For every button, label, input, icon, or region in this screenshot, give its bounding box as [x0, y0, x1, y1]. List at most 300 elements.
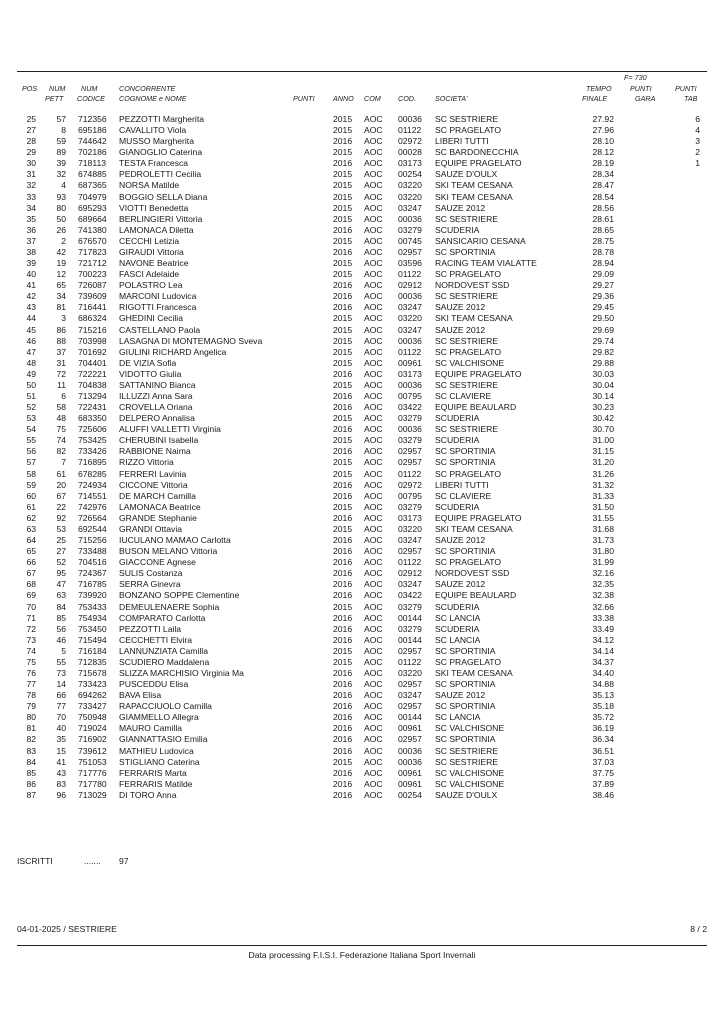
row-birth-year: 2016: [333, 402, 353, 413]
row-position: 87: [26, 789, 36, 800]
row-final-time: 29.69: [592, 324, 614, 335]
row-club-code: 00036: [398, 291, 422, 302]
row-committee: AOC: [364, 213, 383, 224]
row-committee: AOC: [364, 601, 383, 612]
table-row: [0, 192, 724, 203]
row-athlete-code: 721712: [78, 258, 107, 269]
row-final-time: 37.03: [592, 756, 614, 767]
col-punti-gara-label-top: PUNTI: [630, 84, 652, 93]
row-bib-number: 20: [56, 479, 66, 490]
table-row: [0, 247, 724, 258]
row-club-name: SKI TEAM CESANA: [435, 523, 513, 534]
row-club-name: SC PRAGELATO: [435, 557, 502, 568]
row-athlete-name: RIZZO Vittoria: [119, 457, 174, 468]
row-final-time: 35.72: [592, 712, 614, 723]
row-bib-number: 77: [56, 701, 66, 712]
row-club-code: 01122: [398, 346, 422, 357]
row-position: 33: [26, 191, 36, 202]
row-committee: AOC: [364, 435, 383, 446]
row-bib-number: 82: [56, 446, 66, 457]
row-athlete-code: 754934: [78, 612, 107, 623]
row-athlete-code: 733423: [78, 679, 107, 690]
row-athlete-code: 716184: [78, 645, 107, 656]
row-club-name: SCUDERIA: [435, 601, 480, 612]
row-athlete-code: 692544: [78, 523, 107, 534]
row-bib-number: 84: [56, 601, 66, 612]
row-club-name: SAUZE 2012: [435, 690, 486, 701]
row-position: 64: [26, 535, 36, 546]
row-athlete-code: 724367: [78, 568, 107, 579]
col-com-label: COM: [364, 94, 381, 103]
row-position: 74: [26, 645, 36, 656]
row-athlete-code: 716902: [78, 734, 107, 745]
row-club-code: 00036: [398, 213, 422, 224]
row-club-code: 02957: [398, 734, 422, 745]
row-position: 31: [26, 169, 36, 180]
row-athlete-name: FERRARIS Matilde: [119, 778, 193, 789]
row-birth-year: 2016: [333, 612, 353, 623]
row-club-name: SC CLAVIERE: [435, 391, 492, 401]
f-value: F= 730: [624, 73, 647, 82]
row-club-code: 03279: [398, 501, 422, 512]
table-row: [0, 546, 724, 557]
row-position: 32: [26, 180, 36, 191]
row-club-name: SCUDERIA: [435, 435, 480, 446]
table-row: [0, 712, 724, 723]
row-bib-number: 14: [56, 679, 66, 690]
row-bib-number: 88: [56, 335, 66, 346]
row-birth-year: 2016: [333, 590, 353, 601]
row-athlete-name: LAMONACA Beatrice: [119, 501, 201, 512]
row-final-time: 29.50: [592, 313, 614, 324]
row-birth-year: 2016: [333, 723, 353, 734]
row-position: 47: [26, 346, 36, 357]
row-committee: AOC: [364, 125, 383, 136]
row-athlete-name: IUCULANO MAMAO Carlotta: [119, 535, 231, 546]
row-club-code: 02972: [398, 136, 422, 147]
table-row: [0, 668, 724, 679]
row-birth-year: 2015: [333, 457, 353, 468]
row-club-code: 00036: [398, 114, 422, 124]
footer-page-number: 8 / 2: [690, 924, 707, 934]
row-committee: AOC: [364, 446, 383, 457]
table-row: [0, 491, 724, 502]
row-bib-number: 5: [61, 645, 66, 656]
table-row: [0, 180, 724, 191]
col-punti-label: PUNTI: [293, 94, 315, 103]
row-bib-number: 96: [56, 789, 66, 800]
row-bib-number: 47: [56, 579, 66, 590]
iscritti-dots: .......: [84, 856, 101, 866]
row-position: 80: [26, 712, 36, 723]
row-committee: AOC: [364, 723, 383, 734]
row-athlete-name: SATTANINO Bianca: [119, 379, 196, 390]
row-athlete-code: 715678: [78, 668, 107, 678]
row-bib-number: 12: [56, 269, 66, 280]
row-athlete-code: 704401: [78, 357, 107, 368]
table-row: [0, 679, 724, 690]
row-birth-year: 2015: [333, 269, 353, 280]
row-committee: AOC: [364, 313, 383, 324]
row-position: 25: [26, 114, 36, 124]
row-bib-number: 6: [61, 391, 66, 401]
row-athlete-code: 742976: [78, 501, 107, 512]
table-row: [0, 746, 724, 757]
row-club-code: 03173: [398, 512, 422, 523]
row-club-code: 03247: [398, 535, 422, 546]
row-final-time: 28.12: [592, 147, 614, 158]
row-club-code: 03247: [398, 302, 422, 313]
iscritti-label: ISCRITTI: [17, 856, 53, 866]
table-row: [0, 114, 724, 125]
row-athlete-code: 704979: [78, 191, 107, 202]
row-committee: AOC: [364, 656, 383, 667]
row-committee: AOC: [364, 114, 383, 124]
row-final-time: 29.82: [592, 346, 614, 357]
row-committee: AOC: [364, 246, 383, 257]
row-final-time: 28.94: [592, 258, 614, 269]
row-athlete-name: CROVELLA Oriana: [119, 402, 193, 413]
row-club-name: SC CLAVIERE: [435, 490, 492, 501]
row-position: 40: [26, 269, 36, 280]
row-position: 77: [26, 679, 36, 690]
col-name-label: COGNOME e NOME: [119, 94, 187, 103]
row-bib-number: 40: [56, 723, 66, 734]
row-club-name: SCUDERIA: [435, 623, 480, 634]
row-final-time: 35.13: [592, 690, 614, 701]
row-club-name: SKI TEAM CESANA: [435, 313, 513, 324]
row-birth-year: 2016: [333, 568, 353, 579]
row-bib-number: 2: [61, 235, 66, 246]
row-committee: AOC: [364, 701, 383, 712]
row-final-time: 29.74: [592, 335, 614, 346]
row-final-time: 28.78: [592, 246, 614, 257]
row-club-code: 03220: [398, 191, 422, 202]
row-athlete-code: 674885: [78, 169, 107, 180]
row-athlete-code: 726087: [78, 280, 107, 291]
row-position: 73: [26, 634, 36, 645]
table-row: [0, 602, 724, 613]
row-athlete-code: 724934: [78, 479, 107, 490]
row-birth-year: 2015: [333, 501, 353, 512]
row-club-code: 00036: [398, 424, 422, 435]
table-row: [0, 302, 724, 313]
row-club-code: 00036: [398, 379, 422, 390]
row-club-code: 02957: [398, 246, 422, 257]
row-athlete-code: 733488: [78, 546, 107, 557]
row-athlete-code: 726564: [78, 512, 107, 523]
row-position: 28: [26, 136, 36, 147]
table-row: [0, 125, 724, 136]
row-club-code: 03173: [398, 158, 422, 169]
row-club-code: 02957: [398, 701, 422, 712]
row-athlete-name: BERLINGIERI Vittoria: [119, 213, 203, 224]
row-final-time: 34.12: [592, 634, 614, 645]
row-final-time: 28.61: [592, 213, 614, 224]
row-committee: AOC: [364, 302, 383, 313]
row-committee: AOC: [364, 191, 383, 202]
row-club-code: 02957: [398, 446, 422, 457]
row-athlete-name: DE MARCH Camilla: [119, 490, 196, 501]
table-row: [0, 535, 724, 546]
row-club-code: 03247: [398, 579, 422, 590]
row-position: 84: [26, 756, 36, 767]
row-athlete-name: GIANOGLIO Caterina: [119, 147, 203, 158]
row-athlete-code: 744642: [78, 136, 107, 147]
row-athlete-name: LASAGNA DI MONTEMAGNO Sveva: [119, 335, 263, 346]
row-final-time: 27.96: [592, 125, 614, 136]
row-committee: AOC: [364, 523, 383, 534]
row-bib-number: 39: [56, 158, 66, 169]
row-club-name: SAUZE 2012: [435, 202, 486, 213]
row-birth-year: 2015: [333, 656, 353, 667]
row-club-name: SC SESTRIERE: [435, 424, 499, 435]
row-bib-number: 50: [56, 213, 66, 224]
row-athlete-name: SULIS Costanza: [119, 568, 183, 579]
row-birth-year: 2015: [333, 324, 353, 335]
row-committee: AOC: [364, 501, 383, 512]
row-athlete-code: 741380: [78, 224, 107, 235]
row-position: 56: [26, 446, 36, 457]
row-position: 83: [26, 745, 36, 756]
row-committee: AOC: [364, 579, 383, 590]
row-committee: AOC: [364, 623, 383, 634]
row-bib-number: 56: [56, 623, 66, 634]
row-club-name: SC SESTRIERE: [435, 756, 499, 767]
row-committee: AOC: [364, 468, 383, 479]
row-birth-year: 2016: [333, 745, 353, 756]
row-bib-number: 26: [56, 224, 66, 235]
row-birth-year: 2015: [333, 202, 353, 213]
row-club-name: LIBERI TUTTI: [435, 479, 489, 490]
row-club-name: SC SESTRIERE: [435, 379, 499, 390]
row-athlete-code: 753433: [78, 601, 107, 612]
row-athlete-name: ILLUZZI Anna Sara: [119, 391, 193, 401]
row-athlete-name: TESTA Francesca: [119, 158, 189, 169]
row-committee: AOC: [364, 357, 383, 368]
row-club-code: 00144: [398, 634, 422, 645]
row-athlete-name: BONZANO SOPPE Clementine: [119, 590, 240, 601]
row-final-time: 31.68: [592, 523, 614, 534]
row-athlete-name: CHERUBINI Isabella: [119, 435, 199, 446]
table-row: [0, 624, 724, 635]
row-tab-points: 2: [695, 147, 700, 158]
row-birth-year: 2016: [333, 280, 353, 291]
row-final-time: 34.37: [592, 656, 614, 667]
row-bib-number: 75: [56, 424, 66, 435]
row-committee: AOC: [364, 379, 383, 390]
row-club-name: SAUZE 2012: [435, 579, 486, 590]
table-row: [0, 136, 724, 147]
table-row: [0, 723, 724, 734]
row-athlete-code: 695186: [78, 125, 107, 136]
row-club-code: 02912: [398, 280, 422, 291]
row-committee: AOC: [364, 767, 383, 778]
col-pos-label: POS: [22, 84, 38, 93]
table-row: [0, 779, 724, 790]
row-bib-number: 4: [61, 180, 66, 191]
row-committee: AOC: [364, 136, 383, 147]
row-athlete-name: FERRARIS Marta: [119, 767, 187, 778]
row-athlete-code: 716441: [78, 302, 107, 313]
table-row: [0, 203, 724, 214]
row-club-name: SC PRAGELATO: [435, 656, 502, 667]
row-club-name: SC LANCIA: [435, 612, 481, 623]
row-club-name: LIBERI TUTTI: [435, 136, 489, 147]
row-club-code: 01122: [398, 468, 422, 479]
table-row: [0, 568, 724, 579]
row-position: 43: [26, 302, 36, 313]
row-club-name: SANSICARIO CESANA: [435, 235, 526, 246]
row-position: 38: [26, 246, 36, 257]
row-position: 76: [26, 668, 36, 678]
row-final-time: 37.75: [592, 767, 614, 778]
row-club-code: 01122: [398, 125, 422, 136]
row-final-time: 30.42: [592, 413, 614, 424]
row-final-time: 31.55: [592, 512, 614, 523]
row-bib-number: 63: [56, 590, 66, 601]
row-committee: AOC: [364, 269, 383, 280]
table-row: [0, 291, 724, 302]
row-final-time: 31.20: [592, 457, 614, 468]
row-club-code: 03422: [398, 402, 422, 413]
row-athlete-code: 715216: [78, 324, 107, 335]
row-position: 27: [26, 125, 36, 136]
col-punti-gara-label-bottom: GARA: [635, 94, 656, 103]
row-athlete-name: GIULINI RICHARD Angelica: [119, 346, 227, 357]
row-committee: AOC: [364, 235, 383, 246]
row-birth-year: 2016: [333, 302, 353, 313]
table-row: [0, 613, 724, 624]
row-birth-year: 2015: [333, 191, 353, 202]
row-tab-points: 6: [695, 114, 700, 124]
row-committee: AOC: [364, 668, 383, 678]
row-athlete-name: FASCI Adelaide: [119, 269, 180, 280]
row-committee: AOC: [364, 568, 383, 579]
row-athlete-code: 715494: [78, 634, 107, 645]
row-position: 44: [26, 313, 36, 324]
table-row: [0, 336, 724, 347]
row-final-time: 28.19: [592, 158, 614, 169]
row-club-name: SC SPORTINIA: [435, 446, 496, 457]
row-birth-year: 2016: [333, 479, 353, 490]
row-club-name: SC SPORTINIA: [435, 645, 496, 656]
table-row: [0, 646, 724, 657]
table-row: [0, 768, 724, 779]
row-final-time: 29.09: [592, 269, 614, 280]
table-row: [0, 214, 724, 225]
row-position: 79: [26, 701, 36, 712]
row-birth-year: 2016: [333, 424, 353, 435]
row-position: 75: [26, 656, 36, 667]
row-birth-year: 2015: [333, 147, 353, 158]
row-final-time: 27.92: [592, 114, 614, 124]
row-club-name: SAUZE D'OULX: [435, 789, 498, 800]
row-position: 30: [26, 158, 36, 169]
row-bib-number: 92: [56, 512, 66, 523]
row-committee: AOC: [364, 612, 383, 623]
table-row: [0, 635, 724, 646]
row-committee: AOC: [364, 557, 383, 568]
row-athlete-name: RIGOTTI Francesca: [119, 302, 197, 313]
row-bib-number: 93: [56, 191, 66, 202]
row-committee: AOC: [364, 679, 383, 690]
col-cod-label: COD.: [398, 94, 416, 103]
table-row: [0, 147, 724, 158]
row-position: 85: [26, 767, 36, 778]
table-row: [0, 590, 724, 601]
row-bib-number: 7: [61, 457, 66, 468]
row-committee: AOC: [364, 158, 383, 169]
row-bib-number: 22: [56, 501, 66, 512]
row-committee: AOC: [364, 413, 383, 424]
row-bib-number: 86: [56, 324, 66, 335]
table-row: [0, 435, 724, 446]
row-athlete-code: 687365: [78, 180, 107, 191]
row-club-code: 00036: [398, 745, 422, 756]
table-row: [0, 424, 724, 435]
row-final-time: 29.88: [592, 357, 614, 368]
row-birth-year: 2015: [333, 468, 353, 479]
row-club-name: SC LANCIA: [435, 634, 481, 645]
row-bib-number: 31: [56, 357, 66, 368]
row-bib-number: 83: [56, 778, 66, 789]
row-position: 49: [26, 368, 36, 379]
row-athlete-code: 719024: [78, 723, 107, 734]
row-club-code: 03279: [398, 623, 422, 634]
row-athlete-name: DE VIZIA Sofia: [119, 357, 177, 368]
row-position: 45: [26, 324, 36, 335]
row-athlete-code: 716895: [78, 457, 107, 468]
row-birth-year: 2016: [333, 446, 353, 457]
row-position: 72: [26, 623, 36, 634]
row-committee: AOC: [364, 712, 383, 723]
row-athlete-name: SCUDIERO Maddalena: [119, 656, 210, 667]
table-row: [0, 358, 724, 369]
row-club-code: 03279: [398, 224, 422, 235]
row-position: 55: [26, 435, 36, 446]
row-club-name: SC VALCHISONE: [435, 778, 505, 789]
row-committee: AOC: [364, 745, 383, 756]
row-bib-number: 55: [56, 656, 66, 667]
row-club-code: 02957: [398, 457, 422, 468]
row-athlete-code: 733427: [78, 701, 107, 712]
row-athlete-name: BUSON MELANO Vittoria: [119, 546, 218, 557]
row-final-time: 28.10: [592, 136, 614, 147]
table-row: [0, 369, 724, 380]
row-club-name: SC SESTRIERE: [435, 745, 499, 756]
row-athlete-name: RAPACCIUOLO Camilla: [119, 701, 212, 712]
row-bib-number: 72: [56, 368, 66, 379]
row-position: 65: [26, 546, 36, 557]
row-athlete-code: 704516: [78, 557, 107, 568]
row-birth-year: 2016: [333, 634, 353, 645]
row-athlete-name: BOGGIO SELLA Diana: [119, 191, 208, 202]
row-final-time: 28.34: [592, 169, 614, 180]
row-athlete-code: 703998: [78, 335, 107, 346]
row-athlete-name: FERRERI Lavinia: [119, 468, 187, 479]
row-birth-year: 2015: [333, 523, 353, 534]
row-final-time: 31.80: [592, 546, 614, 557]
row-final-time: 32.66: [592, 601, 614, 612]
row-final-time: 30.14: [592, 391, 614, 401]
row-club-code: 02957: [398, 679, 422, 690]
row-position: 42: [26, 291, 36, 302]
col-societa-label: SOCIETA': [435, 94, 468, 103]
row-final-time: 31.33: [592, 490, 614, 501]
row-athlete-code: 716785: [78, 579, 107, 590]
row-bib-number: 95: [56, 568, 66, 579]
